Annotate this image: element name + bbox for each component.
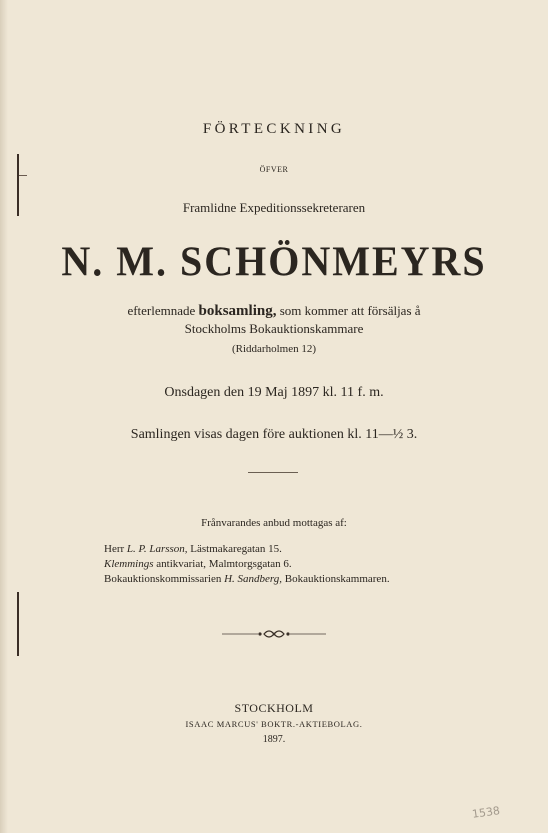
bid-agent-address: antikvariat, Malmtorgsgatan 6. [153, 558, 292, 570]
bid-agent-prefix: Bokauktionskommissarien [104, 573, 225, 585]
venue-address: (Riddarholmen 12) [231, 343, 316, 355]
collector-name: N. M. SCHÖNMEYRS [61, 237, 487, 286]
bid-agent-name: L. P. Larsson, [126, 543, 188, 555]
imprint-printer: ISAAC MARCUS' BOKTR.-AKTIEBOLAG. [185, 719, 363, 729]
description-before: efterlemnade [127, 303, 199, 318]
bids-heading: Frånvarandes anbud mottagas af: [201, 517, 347, 529]
description-after: som kommer att försäljas å [276, 303, 421, 318]
binding-tick [19, 175, 27, 176]
binding-mark-bottom [17, 592, 19, 656]
bid-agent-name: Klemmings [104, 558, 154, 570]
auction-date: Onsdagen den 19 Maj 1897 kl. 11 f. m. [164, 385, 384, 400]
title-subheading: ÖFVER [259, 165, 289, 174]
imprint-year: 1897. [262, 734, 286, 745]
bid-agent-line [104, 558, 292, 570]
bid-agent-address: Bokauktionskammaren. [282, 573, 390, 585]
bid-agent-name: H. Sandberg, [224, 573, 283, 585]
title-heading: FÖRTECKNING [202, 121, 346, 137]
imprint-city: STOCKHOLM [234, 701, 314, 715]
collection-description [0, 303, 548, 320]
divider-rule [248, 472, 298, 473]
honorific: Framlidne Expeditionssekreteraren [182, 200, 366, 215]
bid-agent-prefix: Herr [104, 543, 127, 555]
bid-agent-address: Lästmakaregatan 15. [187, 543, 282, 555]
viewing-time: Samlingen visas dagen före auktionen kl. 11—½ 3. [130, 427, 418, 442]
pencil-annotation: 1538 [471, 804, 501, 821]
bid-agent-line [104, 573, 390, 585]
description-bold: boksamling, [198, 303, 277, 319]
venue: Stockholms Bokauktionskammare [184, 321, 364, 336]
bid-agent-line [104, 543, 282, 555]
ornament-icon [222, 628, 326, 640]
